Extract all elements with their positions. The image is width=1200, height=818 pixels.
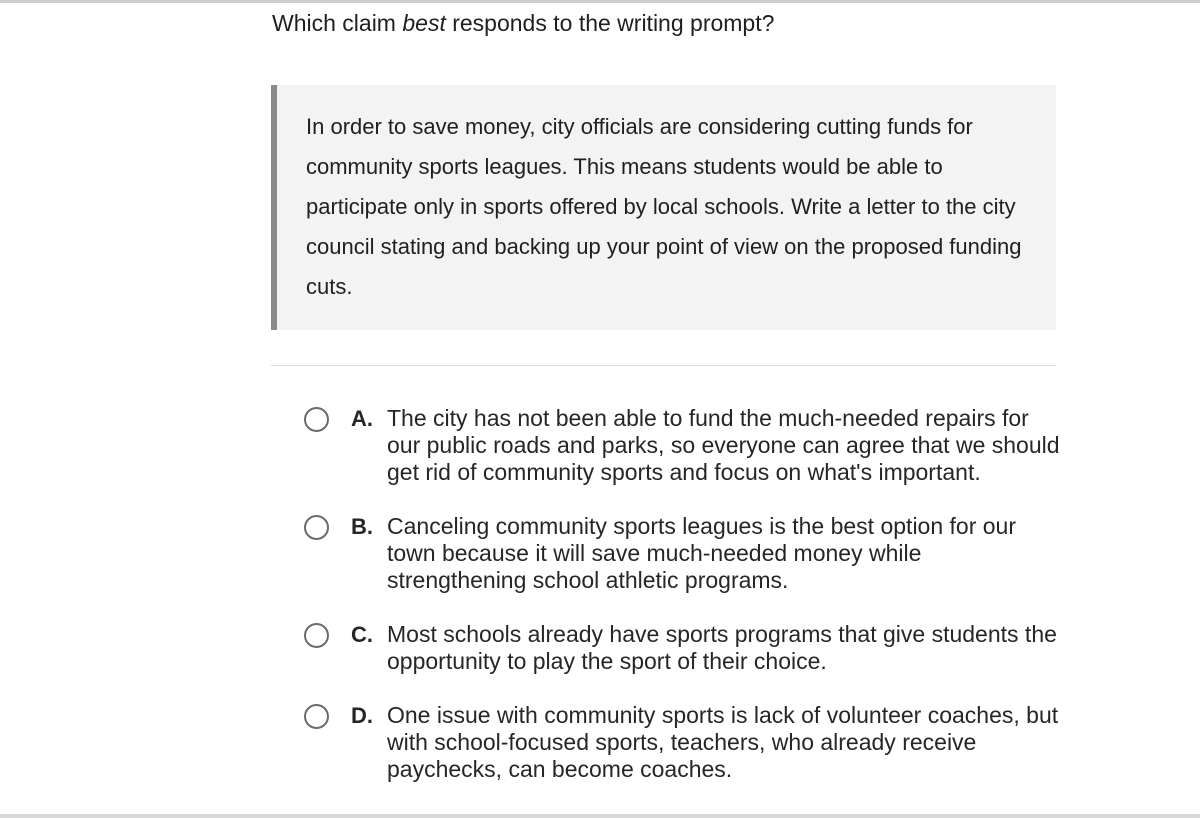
- question-emphasis: best: [402, 10, 446, 36]
- question-text: [272, 8, 774, 38]
- option-letter-c: C.: [351, 622, 373, 647]
- section-divider: [271, 365, 1056, 366]
- option-a[interactable]: [304, 405, 1064, 486]
- top-divider: [0, 0, 1200, 3]
- option-letter-d: D.: [351, 703, 373, 728]
- option-letter-a: A.: [351, 406, 373, 431]
- option-text-c: Most schools already have sports programs that give students the opportunity to play the sport of their choice.: [387, 621, 1057, 674]
- writing-prompt-box: [271, 85, 1056, 330]
- radio-button-b[interactable]: [304, 515, 329, 540]
- answer-options: [304, 405, 1064, 810]
- radio-button-c[interactable]: [304, 623, 329, 648]
- radio-button-a[interactable]: [304, 407, 329, 432]
- option-b[interactable]: [304, 513, 1064, 594]
- option-c[interactable]: [304, 621, 1064, 675]
- question-suffix: responds to the writing prompt?: [445, 10, 775, 36]
- bottom-divider: [0, 814, 1200, 818]
- radio-button-d[interactable]: [304, 704, 329, 729]
- option-text-b: Canceling community sports leagues is the best option for our town because it will save much-needed money while strengthening school athletic programs.: [387, 513, 1016, 593]
- option-text-d: One issue with community sports is lack of volunteer coaches, but with school-focused sports, teachers, who already receive paychecks, can become coaches.: [387, 702, 1059, 782]
- writing-prompt-text: In order to save money, city officials are considering cutting funds for community sports leagues. This means students would be able to participate only in sports offered by local schools. Write a letter to the city council stating and backing up your point of view on the proposed funding cuts.: [306, 114, 1022, 299]
- question-prefix: Which claim: [272, 10, 403, 36]
- option-text-a: The city has not been able to fund the much-needed repairs for our public roads and parks, so everyone can agree that we should get rid of community sports and focus on what's important.: [387, 405, 1060, 485]
- option-letter-b: B.: [351, 514, 373, 539]
- option-d[interactable]: [304, 702, 1064, 783]
